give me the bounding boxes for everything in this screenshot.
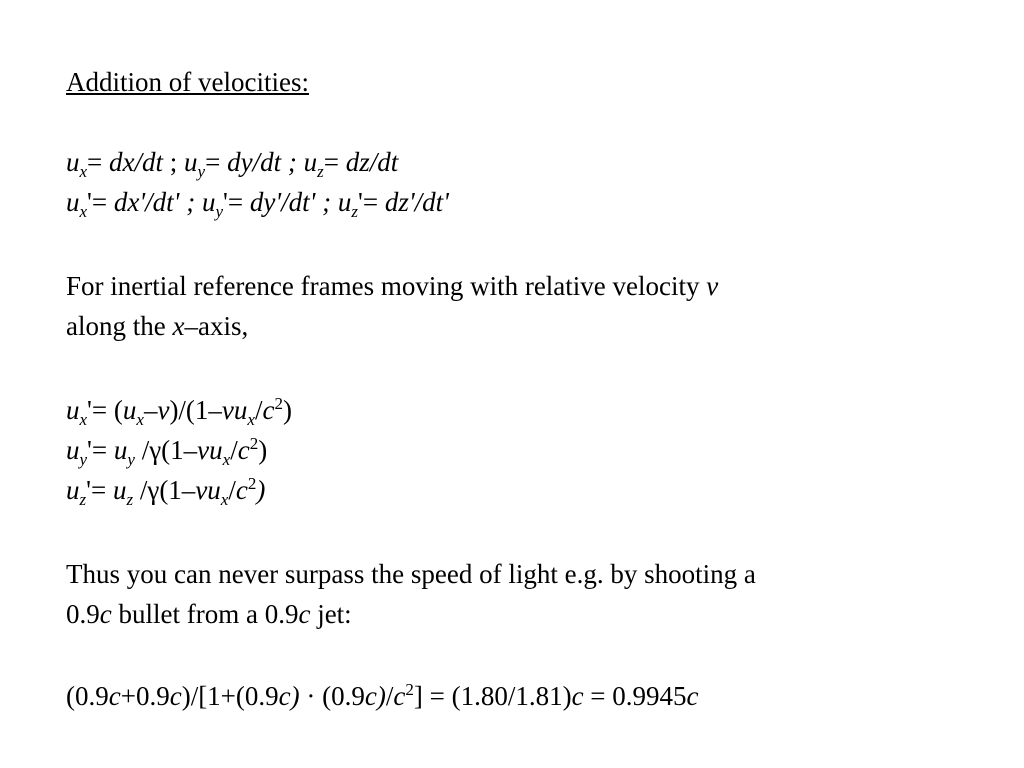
- prime: ': [358, 187, 363, 217]
- sym-c: c: [571, 681, 584, 711]
- sym-c: c: [364, 681, 377, 711]
- sub-y: y: [127, 450, 135, 469]
- slide: [66, 0, 986, 768]
- sym-u: u: [122, 395, 137, 425]
- primed-velocity-definitions: [66, 186, 449, 221]
- sub-x: x: [79, 202, 88, 221]
- sub-y: y: [197, 162, 206, 181]
- conclusion-text-c: jet:: [310, 599, 352, 629]
- dx-dt: dx/dt: [109, 147, 164, 177]
- equals: =: [87, 147, 103, 177]
- equals: =: [205, 147, 221, 177]
- sym-u: u: [66, 187, 80, 217]
- sym-v: v: [706, 271, 719, 301]
- dz-dt: dz/dt: [345, 147, 399, 177]
- sym-c: c: [278, 681, 291, 711]
- sym-c: c: [393, 681, 406, 711]
- sym-u: u: [66, 435, 80, 465]
- prime: ': [87, 395, 92, 425]
- separator: ;: [287, 147, 297, 177]
- sym-v: v: [195, 475, 208, 505]
- equals: =: [91, 187, 108, 217]
- sym-c: c: [298, 599, 311, 629]
- sym-c: c: [108, 681, 121, 711]
- example-calculation: $(0.9c+0.9c)/[1+(0.9c) \cdot (0.9c)/c^2] = (1.80/1.81)c = 0.9945c$: [66, 680, 699, 711]
- equals: =: [362, 187, 379, 217]
- sub-x: x: [220, 490, 229, 509]
- dx-dt-prime: dx'/dt': [113, 187, 180, 217]
- sym-v: v: [221, 395, 234, 425]
- intro-line-2: [66, 310, 248, 342]
- sym-u: u: [233, 395, 248, 425]
- dy-dt: dy/dt: [227, 147, 282, 177]
- prime: ': [86, 475, 91, 505]
- exponent: 2: [274, 394, 283, 413]
- sym-u: u: [66, 475, 80, 505]
- sym-u: u: [66, 147, 80, 177]
- sub-z: z: [79, 490, 87, 509]
- exponent: 2: [405, 680, 414, 699]
- sym-c: c: [169, 681, 182, 711]
- sym-u: u: [66, 395, 80, 425]
- exponent: 2: [249, 434, 259, 453]
- sym-c: c: [262, 395, 275, 425]
- intro-text-a: along the: [66, 311, 173, 341]
- sym-c: c: [686, 681, 699, 711]
- dz-dt-prime: dz'/dt': [384, 187, 449, 217]
- exponent: 2: [247, 474, 257, 493]
- sym-u: u: [184, 147, 198, 177]
- slide-title: Addition of velocities:: [66, 67, 309, 97]
- sym-u: u: [112, 475, 127, 505]
- separator: ;: [169, 147, 178, 177]
- equals: =: [323, 147, 339, 177]
- sub-y: y: [215, 202, 223, 221]
- sym-gamma: γ: [147, 475, 160, 505]
- sym-u: u: [207, 475, 221, 505]
- prime: ': [87, 435, 92, 465]
- sym-u: u: [201, 187, 216, 217]
- sub-y: y: [79, 450, 88, 469]
- sub-z: z: [126, 490, 134, 509]
- sym-u: u: [113, 435, 128, 465]
- conclusion-text-b: bullet from a 0.9: [111, 599, 299, 629]
- conclusion-line-2: [66, 598, 352, 630]
- sym-c: c: [99, 599, 112, 629]
- sym-x: x: [172, 311, 185, 341]
- sym-c: c: [235, 475, 248, 505]
- separator: ;: [186, 187, 196, 217]
- equals: =: [91, 435, 108, 465]
- equals: =: [227, 187, 244, 217]
- sym-v: v: [157, 395, 170, 425]
- intro-text: For inertial reference frames moving with relative velocity: [66, 271, 707, 301]
- equals: =: [91, 475, 107, 505]
- transform-ux: $u_x'= (u_x-v)/(1-vu_x/c^2)$: [66, 394, 292, 429]
- sub-x: x: [79, 410, 88, 429]
- sub-z: z: [317, 162, 324, 181]
- sym-u: u: [209, 435, 223, 465]
- dy-dt-prime: dy'/dt': [249, 187, 316, 217]
- prime: ': [87, 187, 92, 217]
- velocity-definitions: [66, 146, 399, 181]
- sym-gamma: γ: [149, 435, 162, 465]
- sub-z: z: [351, 202, 359, 221]
- transform-uz: $u_z'= u_z$ $/\gamma(1-vu_x/c^2)$: [66, 474, 266, 509]
- sub-x: x: [222, 450, 231, 469]
- intro-text-b: –axis,: [184, 311, 249, 341]
- conclusion-line-1: Thus you can never surpass the speed of light e.g. by shooting a: [66, 559, 756, 589]
- prime: ': [223, 187, 228, 217]
- sub-x: x: [247, 410, 255, 429]
- sub-x: x: [136, 410, 144, 429]
- equals: =: [91, 395, 108, 425]
- separator: ;: [322, 187, 332, 217]
- sub-x: x: [79, 162, 88, 181]
- transform-uy: $u_y'= u_y$ $/\gamma(1-vu_x/c^2)$: [66, 434, 268, 469]
- intro-line-1: [66, 270, 718, 302]
- sym-v: v: [197, 435, 210, 465]
- sym-u: u: [337, 187, 352, 217]
- sym-c: c: [237, 435, 250, 465]
- sym-u: u: [303, 147, 318, 177]
- conclusion-text-a: 0.9: [66, 599, 100, 629]
